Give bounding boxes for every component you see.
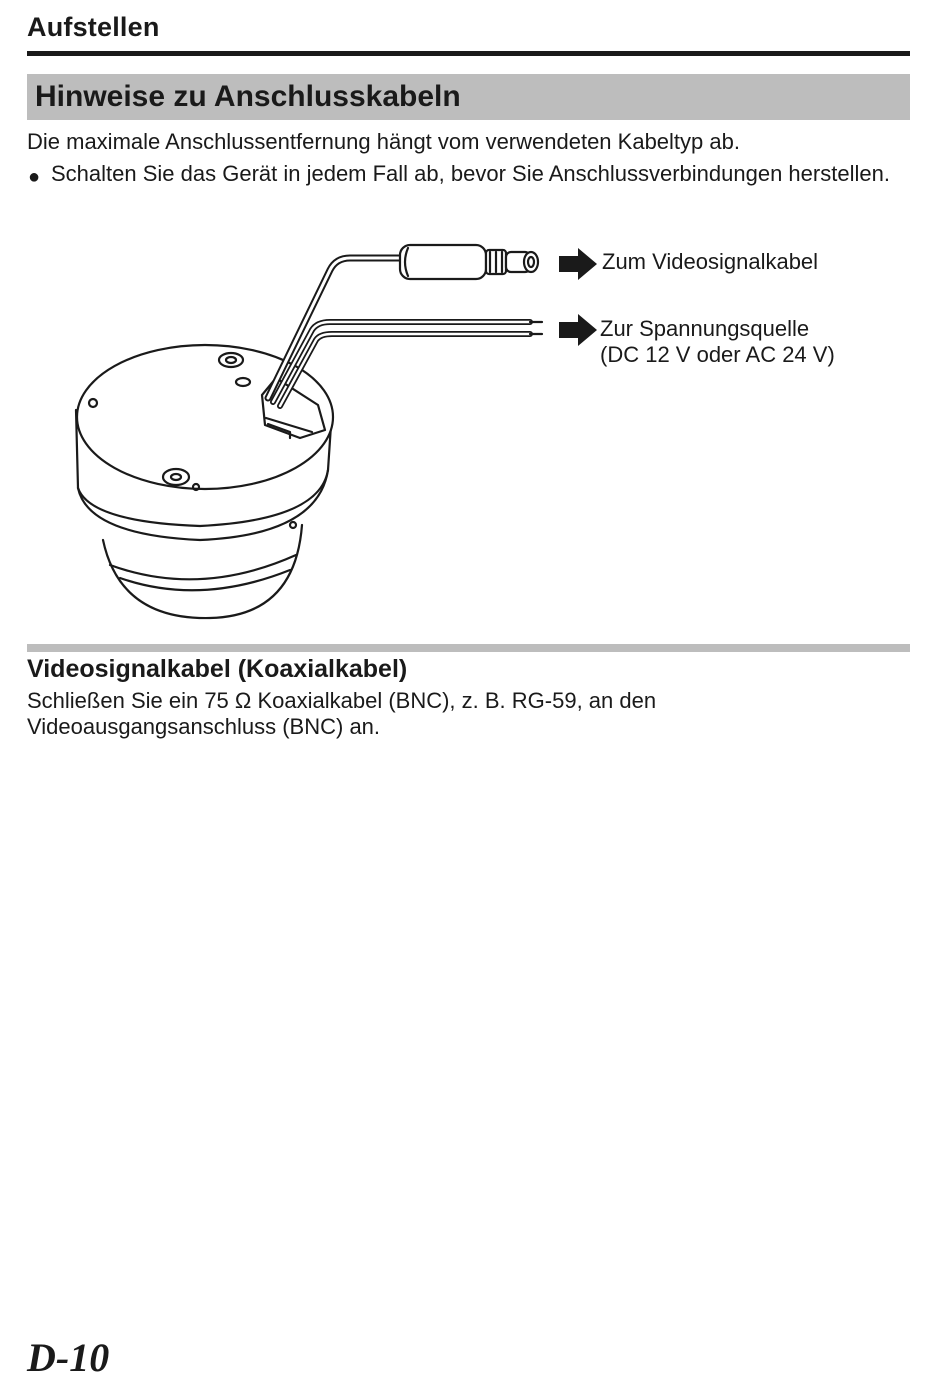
- bullet-icon: ●: [28, 166, 41, 188]
- arrow-right-icon: [559, 248, 597, 280]
- page-title: Hinweise zu Anschlusskabeln: [35, 80, 461, 113]
- subsection-text-line2: Videoausgangsanschluss (BNC) an.: [27, 714, 381, 739]
- bullet-text: Schalten Sie das Gerät in jedem Fall ab, bevor Sie Anschlussverbindungen herstellen.: [51, 161, 890, 186]
- subsection-text-line1: Schließen Sie ein 75 Ω Koaxialkabel (BNC), z. B. RG-59, an den: [27, 688, 657, 713]
- subsection-heading: Videosignalkabel (Koaxialkabel): [27, 655, 408, 683]
- arrow-right-icon: [559, 314, 597, 346]
- callout-video-cable: Zum Videosignalkabel: [602, 249, 819, 274]
- intro-text: Die maximale Anschlussentfernung hängt vom verwendeten Kabeltyp ab.: [27, 129, 740, 154]
- callout-power-line1: Zur Spannungsquelle: [600, 316, 810, 341]
- header-rule: [27, 51, 910, 56]
- callout-power-line2: (DC 12 V oder AC 24 V): [600, 342, 835, 367]
- section-header: Aufstellen: [27, 12, 160, 42]
- page-number: D-10: [27, 1335, 110, 1380]
- callout-power-source: [600, 316, 835, 368]
- subsection-text: [27, 688, 887, 740]
- subsection-rule: [27, 644, 910, 652]
- title-band: [27, 74, 910, 120]
- camera-illustration: [0, 225, 950, 625]
